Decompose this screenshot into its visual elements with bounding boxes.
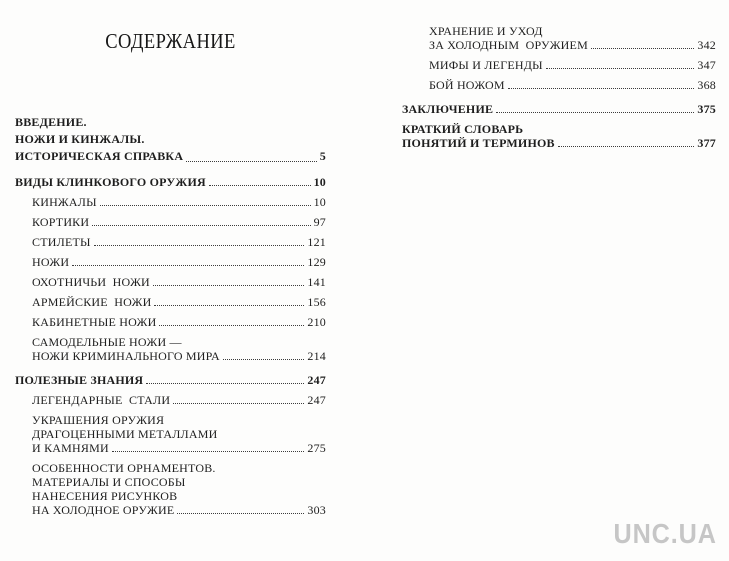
toc-entry — [15, 255, 326, 269]
toc-line — [32, 427, 326, 441]
toc-line — [15, 131, 326, 148]
toc-entry-label: БОЙ НОЖОМ — [429, 78, 505, 92]
toc-entry-label: НАНЕСЕНИЯ РИСУНКОВ — [32, 489, 178, 503]
toc-entry-label: МИФЫ И ЛЕГЕНДЫ — [429, 58, 543, 72]
toc-column-right — [402, 0, 716, 156]
toc-entry-label: КОРТИКИ — [32, 215, 90, 229]
dot-leader — [496, 112, 694, 113]
toc-entry-page: 141 — [307, 275, 326, 289]
toc-line — [429, 38, 716, 52]
toc-entry — [15, 215, 326, 229]
toc-entry — [402, 122, 716, 150]
toc-line — [32, 215, 326, 229]
toc-entry-page: 210 — [307, 315, 326, 329]
toc-line — [429, 58, 716, 72]
toc-entry-label: ВВЕДЕНИЕ. — [15, 115, 87, 129]
toc-entry-label: ПОЛЕЗНЫЕ ЗНАНИЯ — [15, 373, 144, 387]
toc-line — [32, 413, 326, 427]
dot-leader — [223, 359, 305, 360]
toc-line — [32, 195, 326, 209]
toc-entry-page: 156 — [307, 295, 326, 309]
toc-line — [32, 475, 326, 489]
toc-entry — [15, 195, 326, 209]
toc-entry-label: ЗАКЛЮЧЕНИЕ — [402, 102, 494, 116]
toc-entry-label: НА ХОЛОДНОЕ ОРУЖИЕ — [32, 503, 175, 517]
toc-entry — [402, 58, 716, 72]
dot-leader — [154, 305, 304, 306]
dot-leader — [146, 383, 304, 384]
toc-entry-label: ЛЕГЕНДАРНЫЕ СТАЛИ — [32, 393, 171, 407]
toc-line — [15, 373, 326, 387]
toc-line — [32, 503, 326, 517]
toc-entry-page: 10 — [313, 175, 326, 189]
toc-entry-page: 129 — [307, 255, 326, 269]
toc-entry-page: 97 — [313, 215, 326, 229]
toc-entry — [15, 335, 326, 363]
toc-entry-label: И КАМНЯМИ — [32, 441, 109, 455]
toc-entry-page: 5 — [319, 149, 326, 163]
dot-leader — [100, 205, 311, 206]
toc-entries-left — [15, 114, 326, 517]
toc-entry-label: ЗА ХОЛОДНЫМ ОРУЖИЕМ — [429, 38, 588, 52]
toc-line — [32, 335, 326, 349]
page-title: СОДЕРЖАНИЕ — [105, 29, 236, 53]
toc-line — [402, 122, 716, 136]
toc-entry — [15, 235, 326, 249]
toc-line — [32, 235, 326, 249]
toc-entry-label: АРМЕЙСКИЕ НОЖИ — [32, 295, 152, 309]
toc-entry-label: ДРАГОЦЕННЫМИ МЕТАЛЛАМИ — [32, 427, 218, 441]
toc-entry-page: 375 — [697, 102, 716, 116]
dot-leader — [177, 513, 304, 514]
toc-line — [15, 175, 326, 189]
toc-line — [32, 315, 326, 329]
toc-entry-label: ПОНЯТИЙ И ТЕРМИНОВ — [402, 136, 555, 150]
toc-entry — [402, 78, 716, 92]
dot-leader — [591, 48, 694, 49]
toc-entry-label: НОЖИ — [32, 255, 70, 269]
dot-leader — [186, 161, 317, 162]
toc-entry — [15, 461, 326, 517]
toc-entry-page: 275 — [307, 441, 326, 455]
dot-leader — [92, 225, 310, 226]
dot-leader — [94, 245, 305, 246]
dot-leader — [159, 325, 304, 326]
toc-entry-page: 10 — [313, 195, 326, 209]
toc-line — [32, 441, 326, 455]
toc-line — [15, 148, 326, 165]
toc-entry-label: ХРАНЕНИЕ И УХОД — [429, 24, 543, 38]
toc-entry-label: НОЖИ И КИНЖАЛЫ. — [15, 132, 145, 146]
toc-entry-label: САМОДЕЛЬНЫЕ НОЖИ — — [32, 335, 182, 349]
toc-line — [402, 136, 716, 150]
toc-line — [32, 349, 326, 363]
dot-leader — [209, 185, 311, 186]
toc-entry-page: 377 — [697, 136, 716, 150]
toc-entry — [15, 295, 326, 309]
toc-entry-page: 368 — [697, 78, 716, 92]
toc-entry — [15, 413, 326, 455]
dot-leader — [558, 146, 695, 147]
toc-entry-page: 247 — [307, 393, 326, 407]
toc-line — [429, 78, 716, 92]
toc-entry-label: КАБИНЕТНЫЕ НОЖИ — [32, 315, 157, 329]
toc-entry — [402, 102, 716, 116]
toc-entry — [15, 114, 326, 165]
toc-entry-label: МАТЕРИАЛЫ И СПОСОБЫ — [32, 475, 186, 489]
dot-leader — [508, 88, 695, 89]
toc-entry — [15, 175, 326, 189]
dot-leader — [72, 265, 304, 266]
toc-line — [32, 461, 326, 475]
toc-entries-right — [402, 24, 716, 150]
toc-entry-page: 121 — [307, 235, 326, 249]
toc-line — [15, 114, 326, 131]
toc-entry — [402, 24, 716, 52]
toc-line — [32, 255, 326, 269]
toc-entry-page: 303 — [307, 503, 326, 517]
toc-entry-label: ОХОТНИЧЬИ НОЖИ — [32, 275, 150, 289]
watermark: UNC.UA — [613, 518, 717, 549]
dot-leader — [546, 68, 695, 69]
toc-line — [32, 275, 326, 289]
toc-entry-page: 214 — [307, 349, 326, 363]
toc-line — [32, 295, 326, 309]
toc-line — [32, 393, 326, 407]
dot-leader — [153, 285, 304, 286]
toc-entry-page: 342 — [697, 38, 716, 52]
toc-line — [402, 102, 716, 116]
toc-entry-page: 347 — [697, 58, 716, 72]
toc-entry-label: КИНЖАЛЫ — [32, 195, 97, 209]
toc-entry — [15, 275, 326, 289]
toc-entry-label: ОСОБЕННОСТИ ОРНАМЕНТОВ. — [32, 461, 216, 475]
toc-entry-label: КРАТКИЙ СЛОВАРЬ — [402, 122, 524, 136]
toc-line — [429, 24, 716, 38]
toc-entry-page: 247 — [307, 373, 326, 387]
toc-entry-label: УКРАШЕНИЯ ОРУЖИЯ — [32, 413, 165, 427]
dot-leader — [112, 451, 305, 452]
toc-line — [32, 489, 326, 503]
toc-entry-label: СТИЛЕТЫ — [32, 235, 91, 249]
toc-column-left — [15, 0, 326, 523]
toc-entry-label: ИСТОРИЧЕСКАЯ СПРАВКА — [15, 149, 184, 163]
dot-leader — [173, 403, 304, 404]
toc-entry — [15, 315, 326, 329]
toc-entry-label: НОЖИ КРИМИНАЛЬНОГО МИРА — [32, 349, 220, 363]
toc-entry — [15, 393, 326, 407]
toc-entry-label: ВИДЫ КЛИНКОВОГО ОРУЖИЯ — [15, 175, 206, 189]
toc-entry — [15, 373, 326, 387]
